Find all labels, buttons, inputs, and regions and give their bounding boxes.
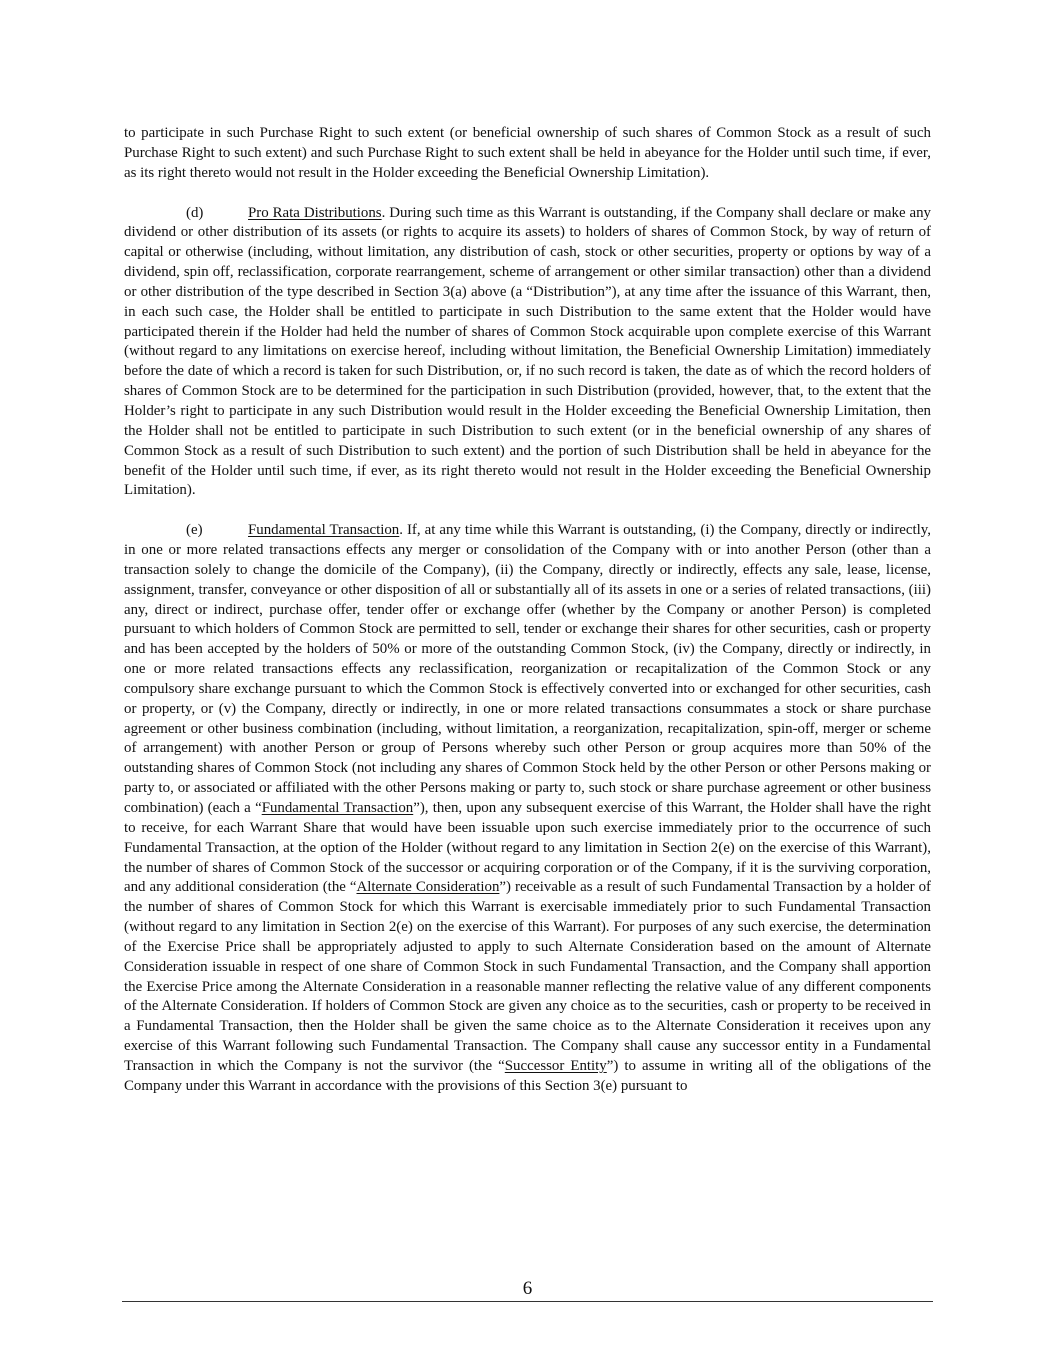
defined-term-successor-entity: Successor Entity	[504, 1057, 607, 1074]
paragraph-e-body-4: ”) to assume in writing all of the obligations of the Company under this Warrant in accordance with the provisions of this Section 3(e) pursuant to	[124, 1057, 931, 1094]
heading-fundamental-transaction: Fundamental Transaction	[248, 522, 400, 539]
defined-term-alternate-consideration: Alternate Consideration	[356, 879, 500, 896]
footer-rule	[122, 1301, 933, 1302]
paragraph-d	[124, 204, 931, 502]
document-body	[124, 124, 931, 1117]
defined-term-fundamental-transaction: Fundamental Transaction	[261, 800, 414, 816]
section-number-d: (d)	[186, 204, 204, 221]
paragraph-d-body: . During such time as this Warrant is outstanding, if the Company shall declare or make any dividend or other distribution of its assets (or rights to acquire its assets) to holders of shares of Common Stock, by way of return of capital or otherwise (including, without limitation, any distribution of cash, stock or other securities, property or options by way of a dividend, spin off, reclassification, corporate rearrangement, scheme of arrangement or other similar transaction) other than a dividend or other distribution of the type described in Section 3(a) above (a “Distribution”), at any time after the issuance of this Warrant, then, in each such case, the Holder shall be entitled to participate in such Distribution to the same extent that the Holder would have participated therein if the Holder had held the number of shares of Common Stock acquirable upon complete exercise of this Warrant (without regard to any limitations on exercise hereof, including without limitation, the Beneficial Ownership Limitation) immediately before the date of which a record is taken for such Distribution, or, if no such record is taken, the date as of which the record holders of shares of Common Stock are to be determined for the participation in such Distribution (provided, however, that, to the extent that the Holder’s right to participate in any such Distribution would result in the Holder exceeding the Beneficial Ownership Limitation, then the Holder shall not be entitled to participate in such Distribution to such extent (or in the beneficial ownership of any shares of Common Stock as a result of such Distribution to such extent) and the portion of such Distribution shall be held in abeyance for the benefit of the Holder until such time, if ever, as its right thereto would not result in the Holder exceeding the Beneficial Ownership Limitation).	[124, 204, 932, 499]
paragraph-e	[124, 521, 931, 1096]
paragraph-e-body-1: . If, at any time while this Warrant is outstanding, (i) the Company, directly or indirectly, in one or more related transactions effects any merger or consolidation of the Company with or into another Person (other than a transaction solely to change the domicile of the Company), (ii) the Company, directly or indirectly, effects any sale, lease, license, assignment, transfer, conveyance or other disposition of all or substantially all of its assets in one or a series of related transactions, (iii) any, direct or indirect, purchase offer, tender offer or exchange offer (whether by the Company or another Person) is completed pursuant to which holders of Common Stock are permitted to sell, tender or exchange their shares for other securities, cash or property and has been accepted by the holders of 50% or more of the outstanding Common Stock, (iv) the Company, directly or indirectly, in one or more related transactions effects any reclassification, reorganization or recapitalization of the Common Stock or any compulsory share exchange pursuant to which the Common Stock is effectively converted into or exchanged for other securities, cash or property, or (v) the Company, directly or indirectly, in one or more related transactions consummates a stock or share purchase agreement or other business combination (including, without limitation, a reorganization, recapitalization, spin-off, merger or scheme of arrangement) with another Person or group of Persons whereby such other Person or group acquires more than 50% of the outstanding shares of Common Stock (not including any shares of Common Stock held by the other Person or other Persons making or party to, or associated or affiliated with the other Persons making or party to, such stock or share purchase agreement or other business combination) (each a “	[124, 522, 932, 816]
paragraph-e-body-2: ”), then, upon any subsequent exercise of this Warrant, the Holder shall have the right to receive, for each Warrant Share that would have been issuable upon such exercise immediately prior to the occurrence of such Fundamental Transaction, at the option of the Holder (without regard to any limitation in Section 2(e) on the exercise of this Warrant), the number of shares of Common Stock of the successor or acquiring corporation or of the Company, if it is the surviving corporation, and any additional consideration (the “	[124, 800, 932, 896]
page-number: 6	[522, 1278, 533, 1299]
section-number-e: (e)	[186, 522, 203, 539]
paragraph-e-body-3: ”) receivable as a result of such Fundamental Transaction by a holder of the number of shares of Common Stock for which this Warrant is exercisable immediately prior to such Fundamental Transaction (without regard to any limitation in Section 2(e) on the exercise of this Warrant). For purposes of any such exercise, the determination of the Exercise Price shall be appropriately adjusted to apply to such Alternate Consideration based on the amount of Alternate Consideration issuable in respect of one share of Common Stock in such Fundamental Transaction, and the Company shall apportion the Exercise Price among the Alternate Consideration in a reasonable manner reflecting the relative value of any different components of the Alternate Consideration. If holders of Common Stock are given any choice as to the securities, cash or property to be received in a Fundamental Transaction, then the Holder shall be given the same choice as to the Alternate Consideration it receives upon any exercise of this Warrant following such Fundamental Transaction. The Company shall cause any successor entity in a Fundamental Transaction in which the Company is not the survivor (the “	[124, 879, 932, 1074]
heading-pro-rata-distributions: Pro Rata Distributions	[248, 204, 382, 221]
paragraph-c-continuation: to participate in such Purchase Right to such extent (or beneficial ownership of such shares of Common Stock as a result of such Purchase Right to such extent) and such Purchase Right to such extent shall be held in abeyance for the Holder until such time, if ever, as its right thereto would not result in the Holder exceeding the Beneficial Ownership Limitation).	[124, 125, 931, 181]
